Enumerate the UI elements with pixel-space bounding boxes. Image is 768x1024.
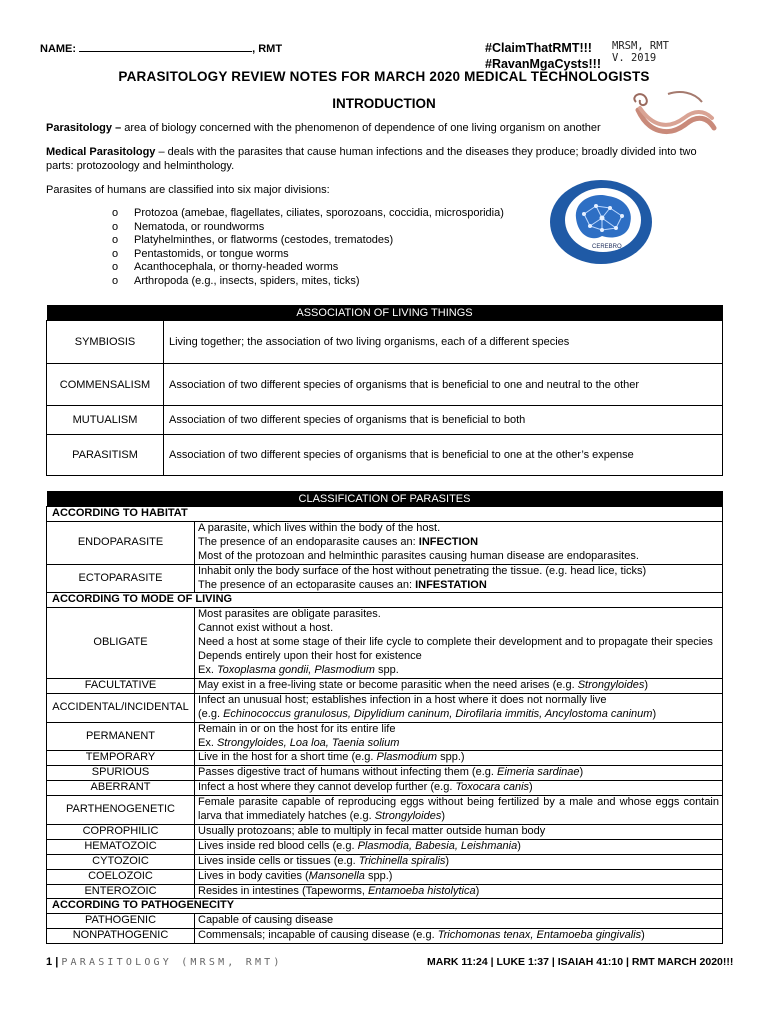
term-coelozoic: COELOZOIC <box>47 869 195 884</box>
definition: May exist in a free-living state or become parasitic when the need arises (e.g. Strongyloides) <box>195 678 723 693</box>
footer-verses: MARK 11:24 | LUKE 1:37 | ISAIAH 41:10 | RMT MARCH 2020!!! <box>427 956 734 968</box>
table-row <box>47 914 723 929</box>
term-ectoparasite: ECTOPARASITE <box>47 564 195 593</box>
definition: Female parasite capable of reproducing eggs without being fertilized by a male and whose eggs contain larva that immediately hatches (e.g. Strongyloides) <box>195 796 723 825</box>
term-parthenogenetic: PARTHENOGENETIC <box>47 796 195 825</box>
name-line: NAME: , RMT <box>40 43 283 55</box>
section-heading-introduction: INTRODUCTION <box>332 96 436 111</box>
term-accidental: ACCIDENTAL/INCIDENTAL <box>47 693 195 722</box>
term-spurious: SPURIOUS <box>47 766 195 781</box>
term-permanent: PERMANENT <box>47 722 195 751</box>
definition: Association of two different species of organisms that is beneficial to one and neutral to the other <box>164 364 723 406</box>
table-row <box>47 854 723 869</box>
term-facultative: FACULTATIVE <box>47 678 195 693</box>
definition: Commensals; incapable of causing disease (e.g. Trichomonas tenax, Entamoeba gingivalis) <box>195 929 723 944</box>
definition: Association of two different species of organisms that is beneficial to both <box>164 406 723 435</box>
table-row <box>47 678 723 693</box>
table-row <box>47 593 723 608</box>
association-table <box>46 305 723 476</box>
cerebro-logo <box>548 178 654 266</box>
medical-parasitology-definition: Medical Parasitology – deals with the parasites that cause human infections and the diseases they produce; broadly divided into two parts: protozoology and helminthology. <box>46 146 697 172</box>
definition: Lives in body cavities (Mansonella spp.) <box>195 869 723 884</box>
term-symbiosis: SYMBIOSIS <box>47 321 164 364</box>
hashtags <box>485 40 601 72</box>
table-row <box>47 693 723 722</box>
divisions-intro: Parasites of humans are classified into six major divisions: <box>46 184 330 196</box>
worm-illustration <box>628 88 718 140</box>
subheading-habitat: ACCORDING TO HABITAT <box>47 507 723 522</box>
table-row <box>47 824 723 839</box>
classification-table <box>46 491 723 944</box>
term-temporary: TEMPORARY <box>47 751 195 766</box>
handwritten-note: MRSM, RMT V. 2019 <box>612 40 669 64</box>
page-number: 1 <box>46 956 53 968</box>
footer-running-head: 1 | PARASITOLOGY (MRSM, RMT) <box>46 956 283 968</box>
list-item: o Nematoda, or roundworms <box>112 220 265 233</box>
definition: Live in the host for a short time (e.g. Plasmodium spp.) <box>195 751 723 766</box>
definition: Lives inside red blood cells (e.g. Plasmodia, Babesia, Leishmania) <box>195 839 723 854</box>
table-row <box>47 521 723 564</box>
definition: Capable of causing disease <box>195 914 723 929</box>
term-pathogenic: PATHOGENIC <box>47 914 195 929</box>
divisions-list <box>112 207 504 289</box>
term-cytozoic: CYTOZOIC <box>47 854 195 869</box>
definition: Resides in intestines (Tapeworms, Entamoeba histolytica) <box>195 884 723 899</box>
definition: Inhabit only the body surface of the host without penetrating the tissue. (e.g. head lice, ticks) The presence of an ectoparasite causes an: INFESTATION <box>195 564 723 593</box>
name-blank <box>79 42 252 52</box>
definition: Association of two different species of organisms that is beneficial to one at the other’s expense <box>164 435 723 476</box>
term-enterozoic: ENTEROZOIC <box>47 884 195 899</box>
hashtag-ravan: #RavanMgaCysts!!! <box>485 57 602 71</box>
table-row <box>47 564 723 593</box>
table-row <box>47 869 723 884</box>
table-row <box>47 722 723 751</box>
table-row <box>47 884 723 899</box>
definition: Passes digestive tract of humans without infecting them (e.g. Eimeria sardinae) <box>195 766 723 781</box>
running-title: PARASITOLOGY (MRSM, RMT) <box>61 957 283 968</box>
table-row <box>47 608 723 679</box>
list-item: o Acanthocephala, or thorny-headed worms <box>112 261 339 274</box>
definition: Remain in or on the host for its entire life Ex. Strongyloides, Loa loa, Taenia solium <box>195 722 723 751</box>
term-endoparasite: ENDOPARASITE <box>47 521 195 564</box>
definition: Infect a host where they cannot develop further (e.g. Toxocara canis) <box>195 781 723 796</box>
term-aberrant: ABERRANT <box>47 781 195 796</box>
subheading-pathogenicity: ACCORDING TO PATHOGENECITY <box>47 899 723 914</box>
term-hematozoic: HEMATOZOIC <box>47 839 195 854</box>
definition: A parasite, which lives within the body of the host. The presence of an endoparasite causes an: INFECTION Most of the protozoan and helminthic parasites causing human disease are endoparasites. <box>195 521 723 564</box>
list-item: o Protozoa (amebae, flagellates, ciliates, sporozoans, coccidia, microsporidia) <box>112 207 504 219</box>
table-row <box>47 899 723 914</box>
table-row <box>47 751 723 766</box>
table-row <box>47 507 723 522</box>
table-row <box>47 406 723 435</box>
table-row <box>47 796 723 825</box>
logo-text: CEREBRO <box>592 244 622 250</box>
definition: Most parasites are obligate parasites. Cannot exist without a host. Need a host at some stage of their life cycle to complete their development and to propagate their species Depends entirely upon their host for existence Ex. Toxoplasma gondii, Plasmodium spp. <box>195 608 723 679</box>
parasitology-definition: Parasitology – area of biology concerned with the phenomenon of dependence of one living organism on another <box>46 122 601 134</box>
term-obligate: OBLIGATE <box>47 608 195 679</box>
table-row <box>47 839 723 854</box>
table-row <box>47 766 723 781</box>
term-commensalism: COMMENSALISM <box>47 364 164 406</box>
definition: Lives inside cells or tissues (e.g. Trichinella spiralis) <box>195 854 723 869</box>
table-row <box>47 435 723 476</box>
table-row <box>47 929 723 944</box>
hashtag-claim: #ClaimThatRMT!!! <box>485 41 592 55</box>
term-mutualism: MUTUALISM <box>47 406 164 435</box>
classification-table-header: CLASSIFICATION OF PARASITES <box>47 491 723 507</box>
table-row <box>47 781 723 796</box>
list-item: o Arthropoda (e.g., insects, spiders, mites, ticks) <box>112 274 360 287</box>
document-title: PARASITOLOGY REVIEW NOTES FOR MARCH 2020 MEDICAL TECHNOLOGISTS <box>118 69 650 84</box>
term-nonpathogenic: NONPATHOGENIC <box>47 929 195 944</box>
subheading-mode-of-living: ACCORDING TO MODE OF LIVING <box>47 593 723 608</box>
table-row <box>47 321 723 364</box>
definition: Infect an unusual host; establishes infection in a host where it does not normally live (e.g. Echinococcus granulosus, Dipylidium caninum, Dirofilaria immitis, Ancylostoma caninum) <box>195 693 723 722</box>
list-item: o Platyhelminthes, or flatworms (cestodes, trematodes) <box>112 234 394 247</box>
term-coprophilic: COPROPHILIC <box>47 824 195 839</box>
association-table-header: ASSOCIATION OF LIVING THINGS <box>47 305 723 321</box>
term-parasitism: PARASITISM <box>47 435 164 476</box>
list-item: o Pentastomids, or tongue worms <box>112 247 289 260</box>
definition: Usually protozoans; able to multiply in fecal matter outside human body <box>195 824 723 839</box>
definition: Living together; the association of two living organisms, each of a different species <box>164 321 723 364</box>
table-row <box>47 364 723 406</box>
